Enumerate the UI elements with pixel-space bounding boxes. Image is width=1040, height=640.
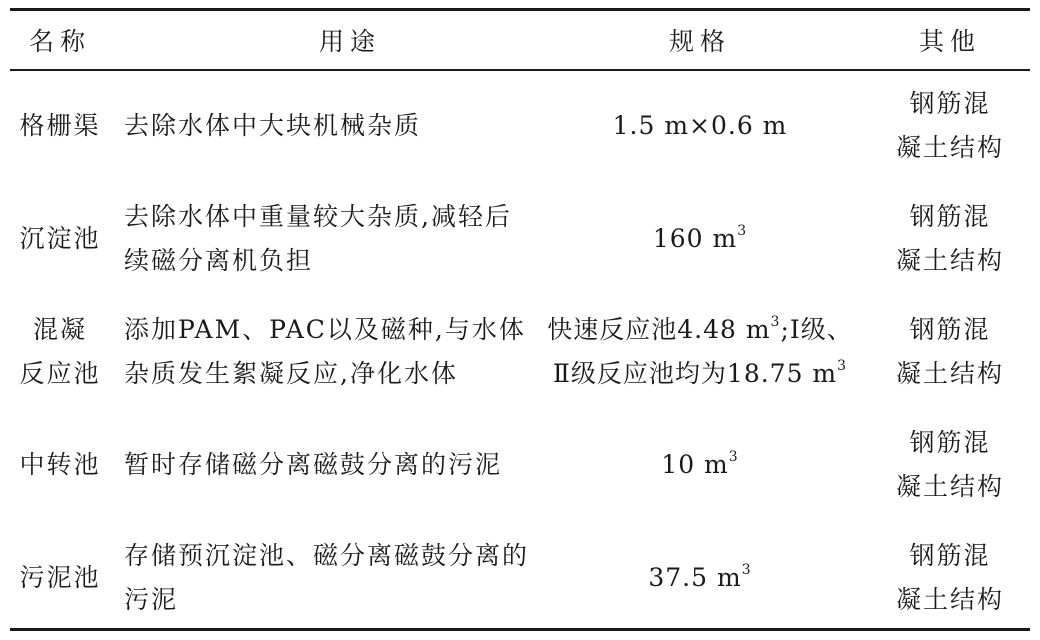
cell-other (870, 408, 1030, 521)
spec-text: 1.5 m×0.6 m (612, 110, 788, 140)
table-row (10, 295, 1030, 408)
cell-line: 钢筋混 (909, 201, 991, 231)
spec-superscript: 3 (741, 561, 752, 578)
cell-spec (530, 182, 870, 295)
cell-line: 反应池 (19, 358, 101, 388)
cell-line: 去除水体中重量较大杂质,减轻后 (124, 201, 512, 231)
spec-text: 快速反应池4.48 m (547, 314, 771, 344)
table-row (10, 69, 1030, 182)
cell-line: 钢筋混 (909, 427, 991, 457)
cell-other (870, 69, 1030, 182)
cell-spec (530, 521, 870, 634)
cell-line: 续磁分离机负担 (124, 245, 314, 275)
header-use: 用途 (318, 27, 381, 56)
table-row (10, 182, 1030, 295)
cell-line (530, 217, 870, 261)
spec-tail: ;Ⅰ级、 (780, 314, 853, 344)
cell-line: 添加PAM、PAC以及磁种,与水体 (124, 314, 526, 344)
spec-text: 160 m (652, 223, 738, 253)
spec-superscript: 3 (728, 448, 739, 465)
cell-other (870, 521, 1030, 634)
spec-text: Ⅱ级反应池均为18.75 m (552, 358, 838, 388)
cell-line: 钢筋混 (909, 88, 991, 118)
facility-table (10, 11, 1030, 634)
cell-line: 凝土结构 (895, 132, 1004, 162)
cell-other (870, 182, 1030, 295)
cell-line: 沉淀池 (19, 223, 101, 253)
cell-line (530, 443, 870, 487)
cell-line: 凝土结构 (895, 245, 1004, 275)
spec-superscript: 3 (770, 313, 781, 330)
cell-line (530, 556, 870, 600)
cell-line (530, 104, 870, 148)
cell-line: 钢筋混 (909, 540, 991, 570)
cell-use (110, 521, 530, 634)
cell-use (110, 69, 530, 182)
cell-use (110, 295, 530, 408)
cell-line: 污泥 (124, 584, 179, 614)
spec-text: 37.5 m (648, 562, 742, 592)
table-header-row (10, 11, 1030, 69)
cell-line (530, 308, 870, 352)
cell-line: 存储预沉淀池、磁分离磁鼓分离的 (124, 540, 530, 570)
cell-name (10, 521, 110, 634)
cell-line: 杂质发生絮凝反应,净化水体 (124, 358, 458, 388)
table-row (10, 408, 1030, 521)
cell-name (10, 182, 110, 295)
cell-line: 去除水体中大块机械杂质 (124, 110, 422, 140)
cell-spec (530, 408, 870, 521)
cell-name (10, 295, 110, 408)
spec-text: 10 m (661, 449, 729, 479)
cell-use (110, 408, 530, 521)
cell-other (870, 295, 1030, 408)
cell-name (10, 408, 110, 521)
cell-line (530, 352, 870, 396)
table-row (10, 521, 1030, 634)
cell-line: 钢筋混 (909, 314, 991, 344)
spec-superscript: 3 (737, 222, 748, 239)
header-spec: 规格 (668, 27, 731, 56)
cell-line: 中转池 (19, 449, 101, 479)
cell-line: 格栅渠 (19, 110, 101, 140)
cell-line: 凝土结构 (895, 358, 1004, 388)
cell-line: 凝土结构 (895, 584, 1004, 614)
cell-spec (530, 295, 870, 408)
cell-line: 污泥池 (19, 562, 101, 592)
cell-line: 凝土结构 (895, 471, 1004, 501)
header-name: 名称 (28, 27, 91, 56)
cell-line: 暂时存储磁分离磁鼓分离的污泥 (124, 449, 503, 479)
cell-line: 混凝 (32, 314, 87, 344)
cell-use (110, 182, 530, 295)
spec-superscript: 3 (837, 357, 848, 374)
header-other: 其他 (918, 27, 981, 56)
cell-spec (530, 69, 870, 182)
cell-name (10, 69, 110, 182)
